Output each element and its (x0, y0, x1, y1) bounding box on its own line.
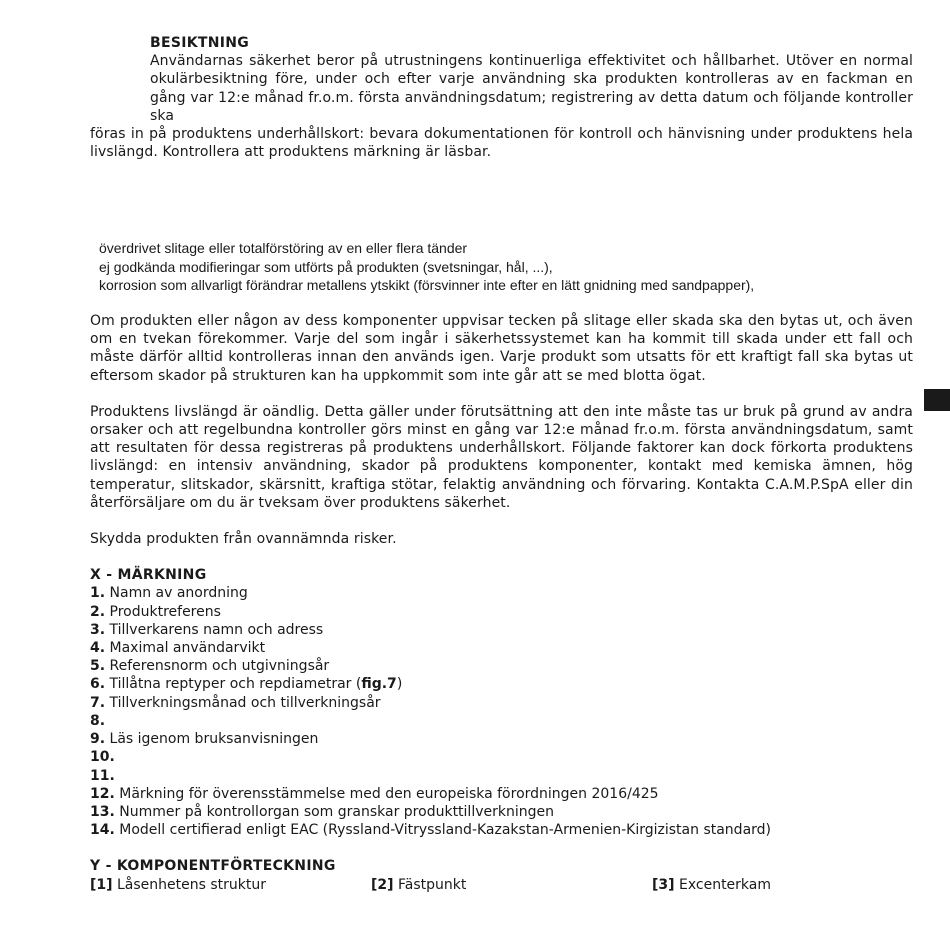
marking-item: 13. Nummer på kontrollorgan som granskar produkttillverkningen (90, 803, 554, 820)
components-section (90, 857, 913, 894)
marking-item: 10. (90, 749, 115, 766)
marking-item: 5. Referensnorm och utgivningsår (90, 658, 330, 675)
component-item-1: [1] Låsenhetens struktur (90, 876, 266, 893)
component-item-3: [3] Excenterkam (652, 876, 772, 893)
components-heading: Y - KOMPONENTFÖRTECKNING (90, 858, 336, 875)
besiktning-paragraph-2: föras in på produktens underhållskort: bevara dokumentationen för kontroll och hänvisning under produktens hela livslängd. Kontrollera att produktens märkning är läsbar. (90, 126, 913, 161)
protect-paragraph: Skydda produkten från ovannämnda risker. (90, 531, 397, 548)
marking-item: 9. Läs igenom bruksanvisningen (90, 731, 319, 748)
besiktning-heading: BESIKTNING (150, 35, 250, 51)
document-page (90, 34, 913, 895)
marking-item: 1. Namn av anordning (90, 585, 248, 602)
damage-paragraph: Om produkten eller någon av dess komponenter uppvisar tecken på slitage eller skada ska den bytas ut, och även om en tvekan förekommer. Varje del som ingår i säkerhetssystemet kan ha kommit till skada under ett fall och måste därför alltid kontrolleras innan den används igen. Varje produkt som utsatts för ett kraftigt fall ska bytas ut eftersom skador på strukturen kan ha uppkommit som inte går att se med blotta ögat. (90, 313, 913, 384)
marking-section (90, 566, 913, 839)
components-row (90, 876, 913, 895)
marking-item: 12. Märkning för överensstämmelse med den europeiska förordningen 2016/425 (90, 785, 659, 802)
marking-item: 8. (90, 712, 106, 729)
besiktning-section (90, 34, 913, 161)
list-item: överdrivet slitage eller totalförstöring av en eller flera tänder (99, 240, 468, 257)
marking-item: 3. Tillverkarens namn och adress (90, 621, 324, 638)
marking-item: 11. (90, 767, 115, 784)
marking-item: 4. Maximal användarvikt (90, 640, 266, 657)
marking-item: 7. Tillverkningsmånad och tillverkningsår (90, 694, 381, 711)
list-item: ej godkända modifieringar som utförts på produkten (svetsningar, hål, ...), (99, 258, 553, 275)
wear-list (90, 239, 913, 294)
marking-list (90, 584, 913, 839)
marking-heading: X - MÄRKNING (90, 567, 207, 584)
marking-item: 14. Modell certifierad enligt EAC (Ryssland-Vitryssland-Kazakstan-Armenien-Kirgizistan standard) (90, 822, 772, 839)
besiktning-paragraph-1: Användarnas säkerhet beror på utrustningens kontinuerliga effektivitet och hållbarhet. Utöver en normal okulärbesiktning före, under och efter varje användning ska produkten kontrolleras av en fackman en gång var 12:e månad fr.o.m. första användningsdatum; registrering av detta datum och följande kontroller ska (150, 53, 913, 124)
page-edge-tab-marker (924, 389, 950, 411)
lifespan-paragraph: Produktens livslängd är oändlig. Detta gäller under förutsättning att den inte måste tas ur bruk på grund av andra orsaker och att regelbundna kontroller görs minst en gång var 12:e månad fr.o.m. första användningsdatum, samt att resultaten för dessa registreras på produktens underhållskort. Följande faktorer kan dock förkorta produktens livslängd: en intensiv användning, skador på produktens komponenter, kontakt med kemiska ämnen, hög temperatur, slitskador, skärsnitt, kraftiga stötar, felaktig användning och förvaring. Kontakta C.A.M.P.SpA eller din återförsäljare om du är tveksam över produktens säkerhet. (90, 403, 913, 511)
list-item: korrosion som allvarligt förändrar metallens ytskikt (försvinner inte efter en lätt gnidning med sandpapper), (99, 276, 755, 293)
marking-item: 2. Produktreferens (90, 603, 221, 620)
marking-item: 6. Tillåtna reptyper och repdiametrar (fig.7) (90, 676, 403, 693)
component-item-2: [2] Fästpunkt (371, 876, 467, 893)
